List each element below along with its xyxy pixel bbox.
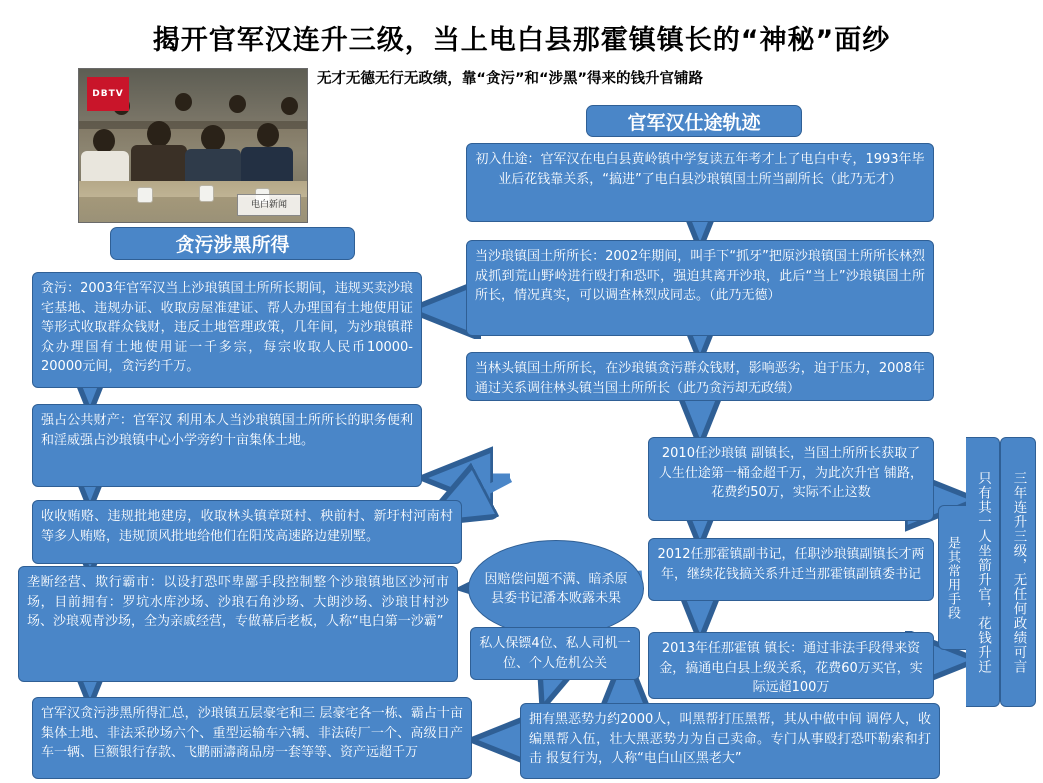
note-compensation: 因赔偿问题不满、暗杀原县委书记潘本败露未果 [468, 540, 644, 637]
career-step-4: 2010任沙琅镇 副镇长，当国土所所长获取了人生仕途第一桶金超千万，为此次升官 铺路，花费约50万，实际不止这数 [648, 437, 934, 521]
person-head [93, 129, 115, 153]
corruption-item-1: 贪污：2003年官军汉当上沙琅镇国土所所长期间，违规买卖沙琅宅基地、违规办证、收取房屋准建证、帮人办理国有土地使用证等形式收取群众钱财，违反土地管理政策，几年间，为沙琅镇群众办理国有土地使用证一千多宗，每宗收取人民币10000-20000元间，贪污约千万。 [32, 272, 422, 388]
corruption-item-2: 强占公共财产：官军汉 利用本人当沙琅镇国土所所长的职务便利和淫威强占沙琅镇中心小学旁约十亩集体土地。 [32, 404, 422, 487]
person-head [175, 93, 192, 111]
career-step-1: 初入仕途：官军汉在电白县黄岭镇中学复读五年考才上了电白中专，1993年毕业后花钱靠关系，“搞进”了电白县沙琅镇国土所当副所长（此乃无才） [466, 143, 934, 222]
vnote-right-outer: 三年连升三级，无任何政绩可言 [1000, 437, 1036, 707]
page-title: 揭开官军汉连升三级，当上电白县那霍镇镇长的“神秘”面纱 [152, 25, 891, 56]
corruption-item-3: 收收贿赂、违规批地建房，收取林头镇章斑村、秧前村、新圩村河南村等多人贿赂，违规顶风批地给他们在阳茂高速路边建别墅。 [32, 500, 462, 564]
career-step-2: 当沙琅镇国土所所长：2002年期间，叫手下“抓牙”把原沙琅镇国土所所长林烈成抓到荒山野岭进行殴打和恐吓，强迫其离开沙琅，此后“当上”沙琅镇国土所所长，情况真实，可以调查林烈成同志。（此乃无德） [466, 240, 934, 336]
note-gang: 拥有黑恶势力约2000人，叫黑帮打压黑帮，其从中做中间 调停人，收编黑帮入伍，壮大黑恶势力为自己卖命。专门从事殴打恐吓勒索和打击 报复行为，人称“电白山区黑老大” [520, 703, 940, 779]
photo-watermark: 电白新闻 [237, 194, 301, 216]
person-head [147, 121, 171, 147]
career-step-6: 2013年任那霍镇 镇长：通过非法手段得来资金，搞通电白县上级关系，花费60万买官，实际远超100万 [648, 632, 934, 699]
corruption-item-5: 官军汉贪污涉黑所得汇总，沙琅镇五层豪宅和三 层豪宅各一栋、霸占十亩集体土地、非法采砂场六个、重型运输车六辆、非法砖厂一个、高级日产车一辆、巨额银行存款、飞鹏丽濤商品房一套等等、资产远超千万 [32, 697, 472, 779]
channel-logo: DBTV [87, 77, 129, 111]
corruption-header: 贪污涉黑所得 [110, 227, 355, 260]
person-head [201, 125, 225, 151]
note-bodyguards: 私人保镖4位、私人司机一位、个人危机公关 [470, 627, 640, 680]
person-head [281, 97, 298, 115]
career-step-5: 2012任那霍镇副书记，任职沙琅镇副镇长才两年，继续花钱搞关系升迁当那霍镇副镇委书记 [648, 538, 934, 601]
page-subtitle: 无才无德无行无政绩，靠“贪污”和“涉黑”得来的钱升官铺路 [316, 71, 704, 87]
person-head [229, 95, 246, 113]
career-step-3: 当林头镇国土所所长，在沙琅镇贪污群众钱财，影响恶劣，迫于压力，2008年通过关系调往林头镇当国土所所长（此乃贪污却无政绩） [466, 352, 934, 401]
vnote-right-inner: 只有其一人坐箭升官，花钱升迁 [966, 437, 1000, 707]
person-head [257, 123, 279, 147]
news-photo [78, 68, 308, 223]
vnote-right-middle: 是其常用手段 [938, 505, 966, 650]
career-header: 官军汉仕途轨迹 [586, 105, 802, 137]
corruption-item-4: 垄断经营、欺行霸市：以设打恐吓卑鄙手段控制整个沙琅镇地区沙河市场，目前拥有：罗坑水库沙场、沙琅石角沙场、大朗沙场、沙琅甘村沙场、沙琅观青沙场，全为亲戚经营，专做幕后老板，人称“电白第一沙霸” [18, 566, 458, 682]
cup-icon [137, 187, 153, 203]
cup-icon [199, 185, 214, 202]
